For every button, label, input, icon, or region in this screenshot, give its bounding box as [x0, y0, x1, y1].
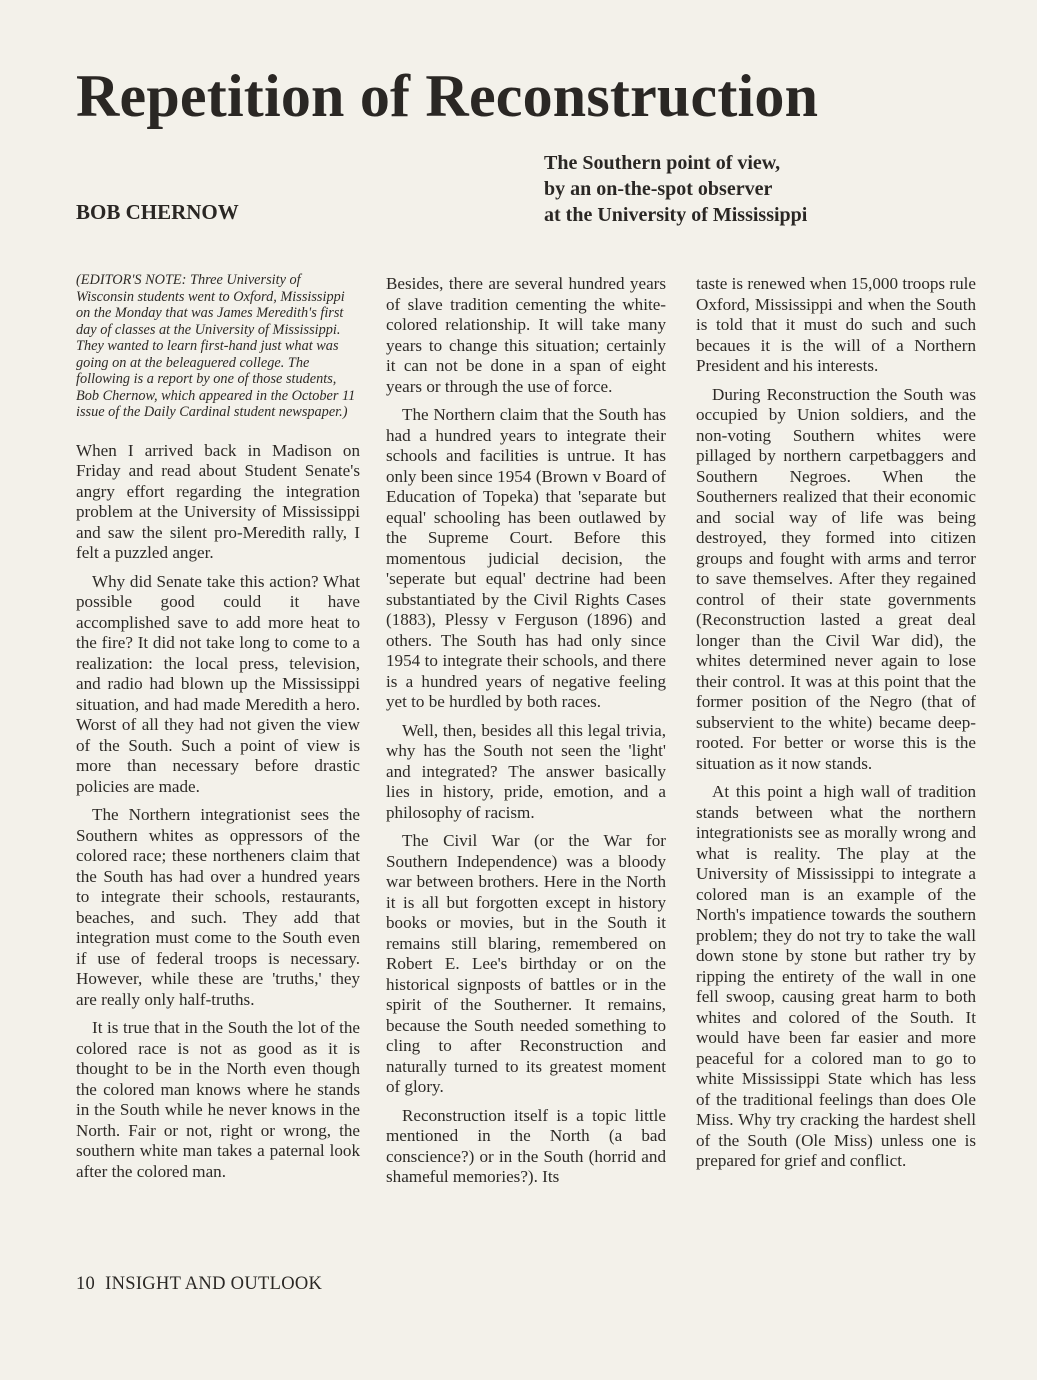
paragraph: It is true that in the South the lot of the colored race is not as good as it is thought to be in the North even though the colored man knows where he stands in the South while he never knows in the North. Fair or not, right or wrong, the southern white man takes a paternal look after the colored man. — [76, 1018, 360, 1181]
author-byline: BOB CHERNOW — [76, 200, 239, 224]
subtitle-line: at the University of Mississippi — [544, 204, 808, 226]
paragraph: During Reconstruction the South was occupied by Union soldiers, and the non-voting Southern whites were pillaged by northern carpetbaggers and Southern Negroes. When the Southerners realized that their economic and social way of life was being destroyed, they formed into citizen groups and fought with arms and terror to save themselves. After they regained control of their state governments (Reconstruction lasted a great deal longer than the Civil War did), the whites determined never again to lose their control. It was at this point that the former position of the Negro (that of subservient to the white) became deep-rooted. For better or worse this is the situation as it now stands. — [696, 384, 976, 773]
publication-name: INSIGHT AND OUTLOOK — [105, 1274, 323, 1294]
text-column-1 — [76, 272, 360, 1190]
paragraph: Besides, there are several hundred years of slave tradition cementing the white-colored relationship. It will take many years to change this situation; certainly it can not be done in a span of eight years or through the use of force. — [386, 274, 666, 396]
paragraph: Why did Senate take this action? What possible good could it have accomplished save to add more heat to the fire? It did not take long to come to a realization: the local press, television, and radio had blown up the Mississippi situation, and had made Meredith a hero. Worst of all they had not given the view of the South. Such a point of view is more than necessary before drastic policies are made. — [76, 571, 360, 796]
paragraph: Well, then, besides all this legal trivia, why has the South not seen the 'light' and integrated? The answer basically lies in history, pride, emotion, and a philosophy of racism. — [386, 720, 666, 822]
article-title: Repetition of Reconstruction — [76, 63, 819, 129]
paragraph: The Northern integrationist sees the Southern whites as oppressors of the colored race; these northeners claim that the South has had over a hundred years to integrate their schools, restaurants, beaches, and such. They add that integration must come to the South even if use of federal troops is necessary. However, while these are 'truths,' they are really only half-truths. — [76, 805, 360, 1009]
paragraph: taste is renewed when 15,000 troops rule Oxford, Mississippi and when the South is told that it must do such and such becaues it is the will of a Northern President and his interests. — [696, 274, 976, 375]
editor-note: (EDITOR'S NOTE: Three University of Wisconsin students went to Oxford, Mississippi on the Monday that was James Meredith's first day of classes at the University of Mississippi. They wanted to learn first-hand just what was going on at the beleaguered college. The following is a report by one of those students, Bob Chernow, which appeared in the October 11 issue of the Daily Cardinal student newspaper.) — [76, 272, 356, 420]
article-subtitle — [544, 150, 807, 228]
subtitle-line: The Southern point of view, — [544, 152, 781, 174]
paragraph: The Civil War (or the War for Southern Independence) was a bloody war between brothers. Here in the North it is all but forgotten except in history books or movies, but in the South it remains still blaring, remembered on Robert E. Lee's birthday or on the historical signposts of battles or in the spirit of the Southerner. It remains, because the South needed something to cling to after Reconstruction and naturally turned to its greatest moment of glory. — [386, 831, 666, 1096]
paragraph: At this point a high wall of tradition stands between what the northern integrationists see as morally wrong and what is reality. The play at the University of Mississippi to integrate a colored man is an example of the North's impatience towards the southern problem; they do not try to take the wall down stone by stone but rather try by ripping the entirety of the wall in one fell swoop, causing great harm to both whites and colored of the South. It would have been far easier and more peaceful for a colored man to go to white Mississippi State which has less of the traditional feelings than does Ole Miss. Why try cracking the hardest shell of the South (Ole Miss) unless one is prepared for grief and conflict. — [696, 782, 976, 1170]
page-footer — [76, 1274, 322, 1295]
paragraph: Reconstruction itself is a topic little mentioned in the North (a bad conscience?) or in the South (horrid and shameful memories?). Its — [386, 1105, 666, 1186]
page-number: 10 — [76, 1274, 96, 1294]
paragraph: When I arrived back in Madison on Friday and read about Student Senate's angry effort regarding the integration problem at the University of Mississippi and saw the silent pro-Meredith rally, I felt a puzzled anger. — [76, 440, 360, 562]
paragraph: The Northern claim that the South has had a hundred years to integrate their schools and facilities is untrue. It has only been since 1954 (Brown v Board of Education of Topeka) that 'separate but equal' schooling has been outlawed by the Supreme Court. Before this momentous judicial decision, the 'seperate but equal' dectrine had been substantiated by the Civil Rights Cases (1883), Plessy v Ferguson (1896) and others. The South has had only since 1954 to integrate their schools, and there is a hundred years of negative feeling yet to be hurdled by both races. — [386, 405, 666, 711]
subtitle-line: by an on-the-spot observer — [544, 178, 773, 200]
text-column-3 — [696, 274, 976, 1180]
text-column-2 — [386, 274, 666, 1196]
